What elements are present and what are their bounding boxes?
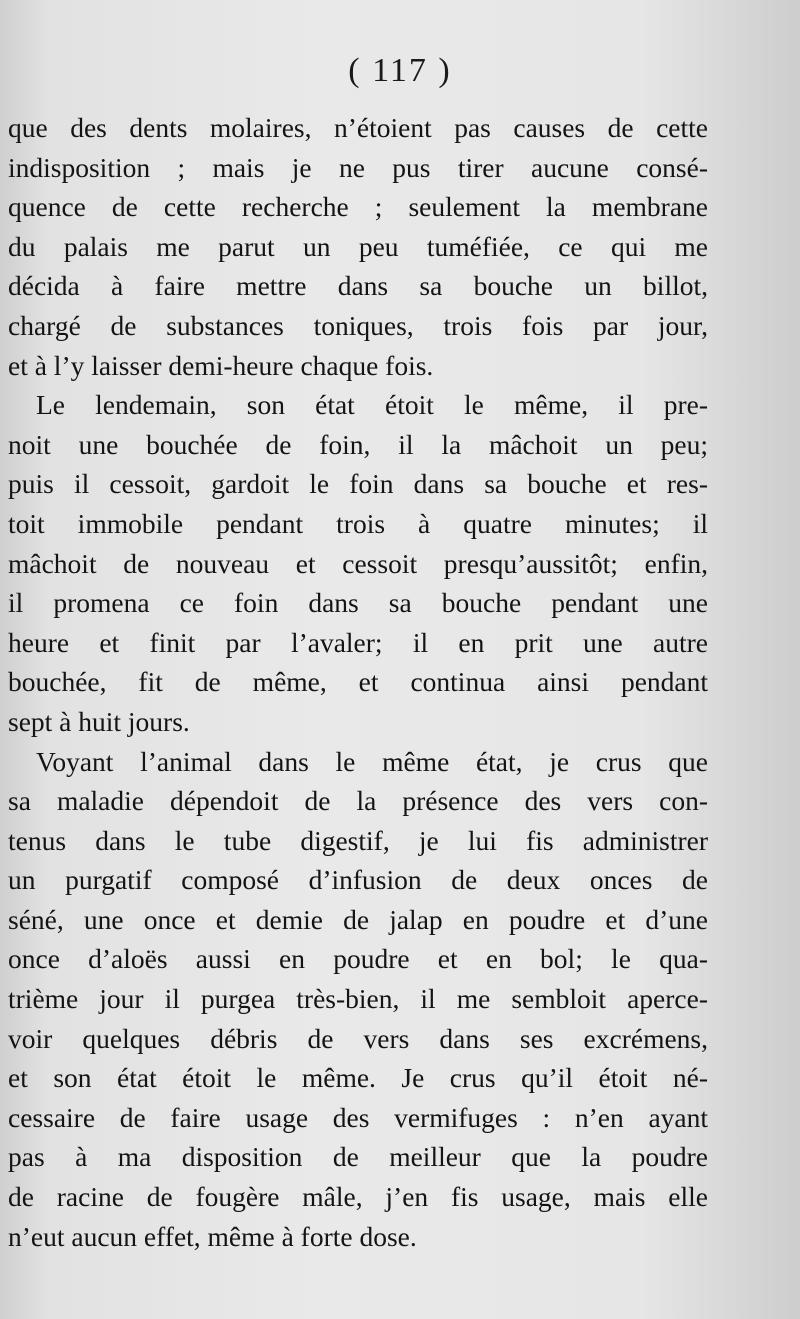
page-number: ( 117 )	[348, 52, 452, 89]
text-line: séné, une once et demie de jalap en poudre et d’une	[8, 903, 708, 935]
body-text	[8, 108, 708, 1256]
text-line: pas à ma disposition de meilleur que la poudre	[8, 1141, 708, 1173]
text-line: Le lendemain, son état étoit le même, il pre-	[36, 389, 708, 421]
text-line: décida à faire mettre dans sa bouche un billot,	[8, 270, 708, 302]
text-line: et à l’y laisser demi-heure chaque fois.	[8, 349, 434, 381]
text-line: puis il cessoit, gardoit le foin dans sa bouche et res-	[8, 468, 708, 500]
text-line: Voyant l’animal dans le même état, je crus que	[36, 745, 708, 777]
text-line: tenus dans le tube digestif, je lui fis administrer	[8, 824, 708, 856]
text-line: voir quelques débris de vers dans ses excrémens,	[8, 1022, 708, 1054]
text-line: heure et finit par l’avaler; il en prit une autre	[8, 626, 708, 658]
text-line: mâchoit de nouveau et cessoit presqu’aussitôt; enfin,	[8, 547, 708, 579]
text-line: il promena ce foin dans sa bouche pendant une	[8, 587, 708, 619]
text-line: du palais me parut un peu tuméfiée, ce qui me	[8, 230, 708, 262]
text-line: que des dents molaires, n’étoient pas causes de cette	[8, 112, 708, 143]
text-line: chargé de substances toniques, trois fois par jour,	[8, 309, 708, 341]
text-line: cessaire de faire usage des vermifuges : n’en ayant	[8, 1101, 708, 1133]
text-line: quence de cette recherche ; seulement la membrane	[8, 191, 708, 223]
text-line: trième jour il purgea très-bien, il me sembloit aperce-	[8, 983, 708, 1015]
text-line: et son état étoit le même. Je crus qu’il étoit né-	[8, 1062, 708, 1094]
text-line: sa maladie dépendoit de la présence des vers con-	[8, 785, 708, 817]
text-line: once d’aloës aussi en poudre et en bol; le qua-	[8, 943, 708, 975]
text-line: de racine de fougère mâle, j’en fis usage, mais elle	[8, 1181, 708, 1213]
text-line: un purgatif composé d’infusion de deux onces de	[8, 864, 708, 896]
text-line: sept à huit jours.	[8, 705, 190, 737]
text-line: n’eut aucun effet, même à forte dose.	[8, 1220, 417, 1252]
text-line: indisposition ; mais je ne pus tirer aucune consé-	[8, 151, 708, 183]
text-line: bouchée, fit de même, et continua ainsi pendant	[8, 666, 708, 698]
text-line: noit une bouchée de foin, il la mâchoit un peu;	[8, 428, 708, 460]
text-line: toit immobile pendant trois à quatre minutes; il	[8, 507, 708, 539]
